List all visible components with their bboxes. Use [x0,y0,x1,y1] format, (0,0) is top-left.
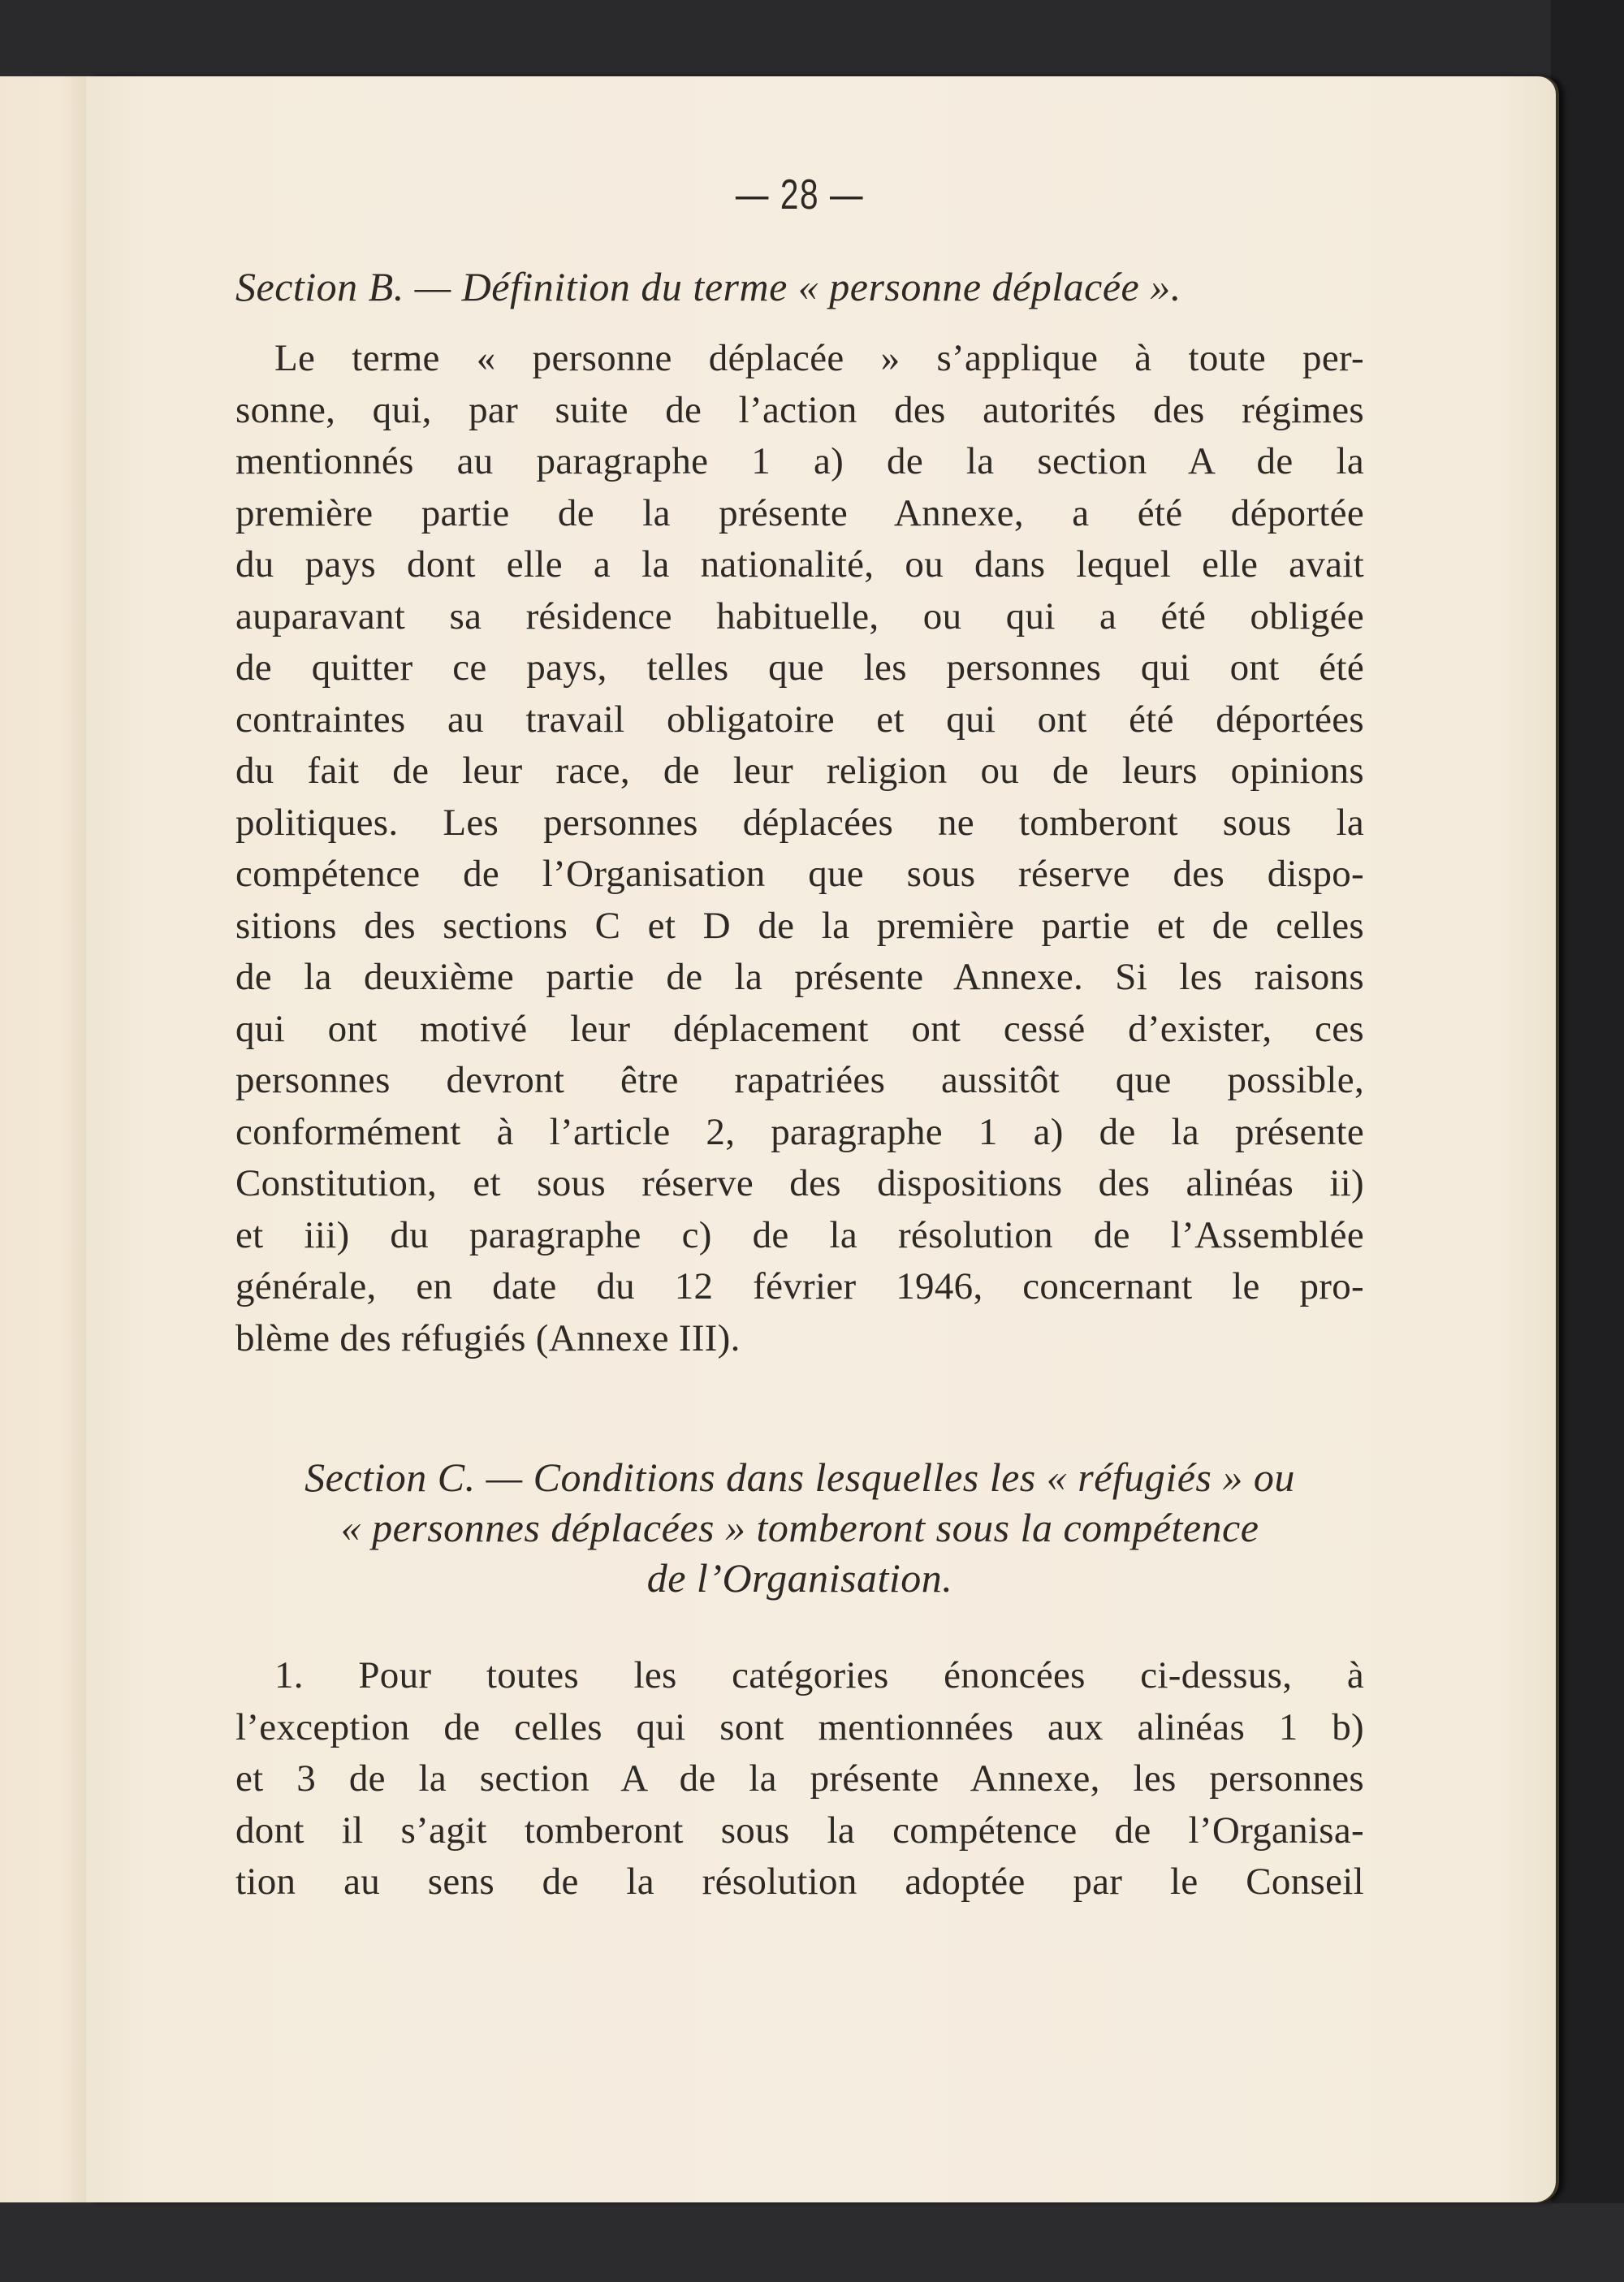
text-line: mentionnés au paragraphe 1 a) de la section A de la [235,440,1364,482]
text-line: de la deuxième partie de la présente Annexe. Si les raisons [235,956,1364,998]
section-c-heading [235,1452,1364,1603]
heading-line: de l’Organisation. [646,1555,953,1601]
text-line: du fait de leur race, de leur religion ou de leurs opinions [235,750,1364,792]
text-line: dont il s’agit tomberont sous la compétence de l’Organisa- [235,1809,1364,1852]
section-b-paragraph [235,333,1364,1364]
text-line: et iii) du paragraphe c) de la résolution de l’Assemblée [235,1213,1364,1256]
text-line: sitions des sections C et D de la première partie et de celles [235,904,1364,947]
facing-page-edge [0,76,86,2202]
text-line: et 3 de la section A de la présente Annexe, les personnes [235,1757,1364,1800]
text-line: Le terme « personne déplacée » s’applique à toute per- [274,337,1364,379]
scan-backdrop-bottom [0,2203,1624,2282]
text-line: l’exception de celles qui sont mentionnées aux alinéas 1 b) [235,1705,1364,1748]
text-line: sonne, qui, par suite de l’action des autorités des régimes [235,388,1364,431]
text-line: compétence de l’Organisation que sous réserve des dispo- [235,853,1364,895]
text-line: tion au sens de la résolution adoptée par le Conseil [235,1861,1364,1903]
text-line: auparavant sa résidence habituelle, ou qui a été obligée [235,594,1364,637]
scan-backdrop-top [0,0,1624,75]
text-line: blème des réfugiés (Annexe III). [235,1316,741,1359]
page-number: — 28 — [735,171,865,218]
section-c-paragraph [235,1650,1364,1908]
text-line: générale, en date du 12 février 1946, concernant le pro- [235,1265,1364,1307]
text-line: politiques. Les personnes déplacées ne tomberont sous la [235,801,1364,844]
text-line: de quitter ce pays, telles que les personnes qui ont été [235,646,1364,689]
text-line: 1. Pour toutes les catégories énoncées ci-dessus, à [274,1654,1364,1696]
heading-line: « personnes déplacées » tomberont sous la compétence [340,1505,1259,1550]
text-line: du pays dont elle a la nationalité, ou dans lequel elle avait [235,543,1364,586]
text-line: personnes devront être rapatriées aussitôt que possible, [235,1059,1364,1101]
page-text-block [235,171,1364,1908]
text-line: première partie de la présente Annexe, a été déportée [235,491,1364,534]
text-line: Constitution, et sous réserve des dispositions des alinéas ii) [235,1162,1364,1204]
heading-line: Section C. — Conditions dans lesquelles les « réfugiés » ou [304,1454,1295,1500]
text-line: contraintes au travail obligatoire et qui ont été déportées [235,698,1364,741]
text-line: qui ont motivé leur déplacement ont cessé d’exister, ces [235,1007,1364,1050]
scan-backdrop-right [1551,0,1624,2282]
section-b-heading: Section B. — Définition du terme « personne déplacée ». [235,264,1181,309]
text-line: conformément à l’article 2, paragraphe 1 a) de la présente [235,1110,1364,1153]
